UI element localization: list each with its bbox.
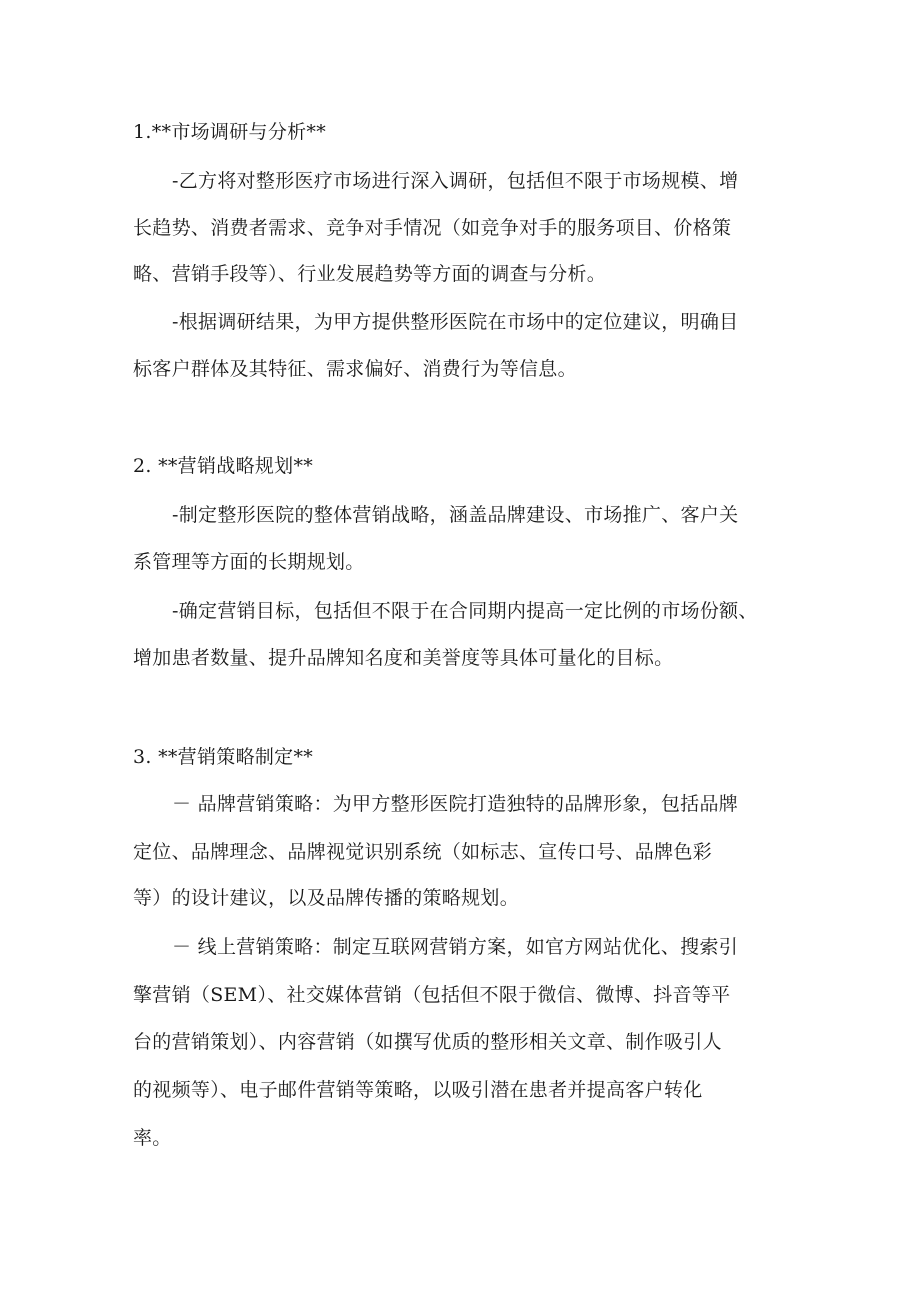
section-2-heading: 2. **营销战略规划** — [133, 455, 314, 477]
section-2-para-1-line-2: 系管理等方面的长期规划。 — [133, 551, 365, 573]
section-1-para-2-line-1: -根据调研结果，为甲方提供整形医院在市场中的定位建议，明确目 — [172, 311, 739, 333]
section-1-para-1-line-2: 长趋势、消费者需求、竞争对手情况（如竞争对手的服务项目、价格策 — [133, 217, 732, 239]
section-3-para-2-line-2: 擎营销（SEM）、社交媒体营销（包括但不限于微信、微博、抖音等平 — [133, 984, 731, 1006]
section-3-para-2-line-1: － 线上营销策略：制定互联网营销方案，如官方网站优化、搜索引 — [172, 936, 739, 958]
section-3-para-2-line-3: 台的营销策划）、内容营销（如撰写优质的整形相关文章、制作吸引人 — [133, 1031, 722, 1053]
section-3-heading: 3. **营销策略制定** — [133, 746, 314, 768]
section-3-para-2-line-4: 的视频等）、电子邮件营销等策略，以吸引潜在患者并提高客户转化 — [133, 1079, 703, 1101]
section-1-heading: 1.**市场调研与分析** — [133, 121, 327, 143]
section-3-para-1-line-3: 等）的设计建议，以及品牌传播的策略规划。 — [133, 887, 520, 909]
section-2-para-2-line-1: -确定营销目标，包括但不限于在合同期内提高一定比例的市场份额、 — [172, 600, 758, 622]
section-3-para-2-line-5: 率。 — [133, 1127, 172, 1149]
section-1-para-1-line-1: -乙方将对整形医疗市场进行深入调研，包括但不限于市场规模、增 — [172, 170, 739, 192]
section-3-para-1-line-2: 定位、品牌理念、品牌视觉识别系统（如标志、宣传口号、品牌色彩 — [133, 841, 713, 863]
section-3-para-1-line-1: － 品牌营销策略：为甲方整形医院打造独特的品牌形象，包括品牌 — [172, 793, 739, 815]
section-2-para-2-line-2: 增加患者数量、提升品牌知名度和美誉度等具体可量化的目标。 — [133, 647, 674, 669]
section-1-para-2-line-2: 标客户群体及其特征、需求偏好、消费行为等信息。 — [133, 358, 577, 380]
section-2-para-1-line-1: -制定整形医院的整体营销战略，涵盖品牌建设、市场推广、客户关 — [172, 504, 739, 526]
section-1-para-1-line-3: 略、营销手段等）、行业发展趋势等方面的调查与分析。 — [133, 263, 607, 285]
